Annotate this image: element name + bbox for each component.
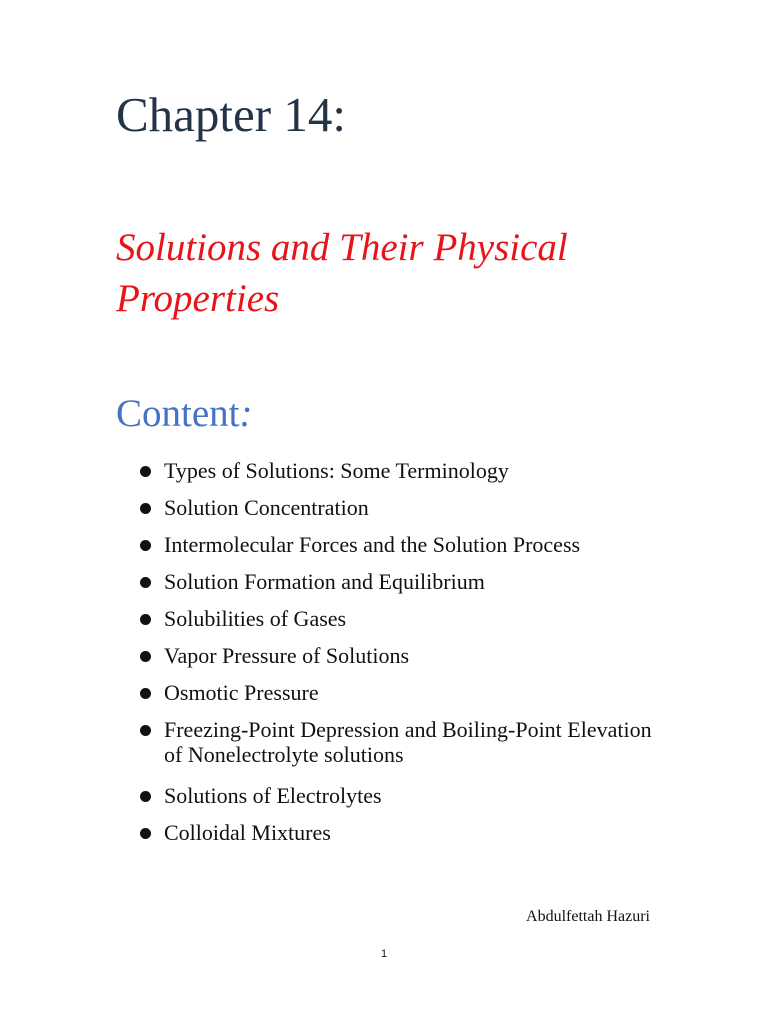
list-item-text: Types of Solutions: Some Terminology: [164, 458, 509, 483]
list-item: [138, 643, 738, 668]
author-name: Abdulfettah Hazuri: [526, 908, 650, 925]
content-list: [138, 458, 738, 857]
list-item-text: Osmotic Pressure: [164, 680, 319, 705]
list-item: [138, 495, 738, 520]
bullet-icon: [140, 540, 151, 551]
list-item: [138, 606, 738, 631]
bullet-icon: [140, 651, 151, 662]
list-item-text: Vapor Pressure of Solutions: [164, 643, 410, 668]
list-item-text: Solution Formation and Equilibrium: [164, 569, 485, 594]
list-item: [138, 717, 664, 767]
list-item-text: Solutions of Electrolytes: [164, 783, 382, 808]
list-item: [138, 820, 738, 845]
bullet-icon: [140, 577, 151, 588]
list-item-text: Solubilities of Gases: [164, 606, 347, 631]
list-item-text: Solution Concentration: [164, 495, 369, 520]
chapter-title: Chapter 14:: [116, 87, 346, 142]
list-item: [138, 532, 738, 557]
bullet-icon: [140, 466, 151, 477]
list-item: [138, 569, 738, 594]
list-item: [138, 783, 738, 808]
list-item-text: Intermolecular Forces and the Solution Process: [164, 532, 581, 557]
list-item-text: Freezing-Point Depression and Boiling-Point Elevation of Nonelectrolyte solutions: [164, 717, 652, 767]
bullet-icon: [140, 614, 151, 625]
list-item: [138, 458, 738, 483]
bullet-icon: [140, 503, 151, 514]
chapter-subtitle: Solutions and Their Physical Properties: [116, 226, 568, 320]
page-number: 1: [380, 948, 388, 960]
bullet-icon: [140, 688, 151, 699]
content-heading-colon: :: [239, 392, 253, 435]
bullet-icon: [140, 828, 151, 839]
content-heading: [116, 393, 253, 436]
bullet-icon: [140, 725, 151, 736]
bullet-icon: [140, 791, 151, 802]
list-item: [138, 680, 738, 705]
content-heading-text: Content: [116, 392, 240, 435]
list-item-text: Colloidal Mixtures: [164, 820, 331, 845]
